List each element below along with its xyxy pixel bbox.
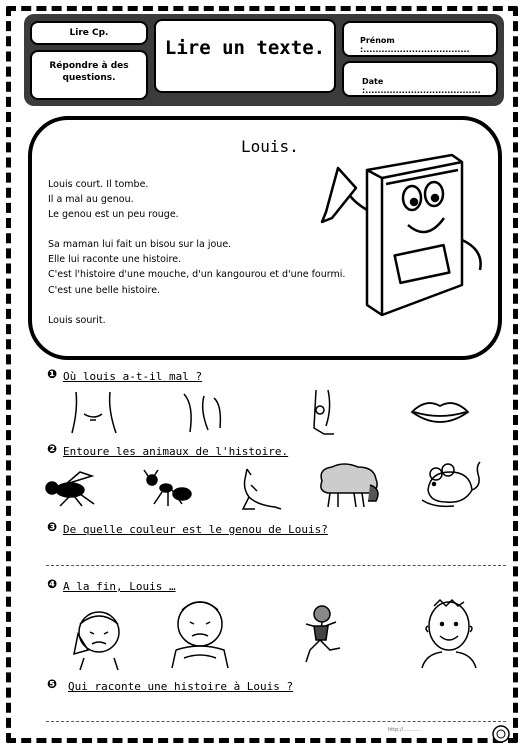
worksheet-title: Lire un texte. [154,19,336,93]
kangaroo-icon[interactable] [235,465,283,511]
logo-badge-icon [491,724,511,744]
crying-boy-icon[interactable] [64,604,134,670]
story-line: Elle lui raconte une histoire. [48,254,182,265]
neck-icon[interactable] [66,390,122,435]
ant-icon[interactable] [142,468,196,508]
sad-boy-icon[interactable] [160,594,240,670]
story-line: C'est une belle histoire. [48,285,161,296]
knee-icon[interactable] [176,390,232,435]
leg-icon[interactable] [306,388,338,438]
story-line: Louis sourit. [48,315,106,326]
book-character-icon [312,150,492,320]
level-label: Lire Cp. [30,21,148,45]
mouse-icon[interactable] [414,460,484,510]
question-number: ❹ [47,577,58,591]
story-line: Sa maman lui fait un bisou sur la joue. [48,239,232,250]
question-number: ❷ [47,442,58,456]
answer-line[interactable] [46,565,506,566]
story-line: Il a mal au genou. [48,194,134,205]
sheep-icon[interactable] [314,461,384,509]
story-line: Louis court. Il tombe. [48,179,149,190]
question-3-text: De quelle couleur est le genou de Louis? [63,523,328,536]
answer-line[interactable] [46,721,506,722]
name-field[interactable]: Prénom :................................... [342,21,498,57]
date-field[interactable]: Date :...................................... [342,61,498,97]
question-1-text: Où louis a-t-il mal ? [63,370,203,383]
footer-url: http://........... [388,727,421,733]
question-number: ❶ [47,367,58,381]
story-line: Le genou est un peu rouge. [48,209,179,220]
story-title: Louis. [241,137,299,156]
question-2-text: Entoure les animaux de l'histoire. [63,445,289,458]
fly-icon[interactable] [40,470,102,508]
question-number: ❺ [47,677,58,691]
question-4-text: A la fin, Louis … [63,580,176,593]
lips-icon[interactable] [410,398,470,428]
question-number: ❸ [47,520,58,534]
skill-label: Répondre à des questions. [30,50,148,100]
running-boy-icon[interactable] [300,604,348,664]
story-line: C'est l'histoire d'une mouche, d'un kangourou et d'une fourmi. [48,269,346,280]
smiling-boy-icon[interactable] [416,598,482,668]
question-5-text: Qui raconte une histoire à Louis ? [68,680,294,693]
